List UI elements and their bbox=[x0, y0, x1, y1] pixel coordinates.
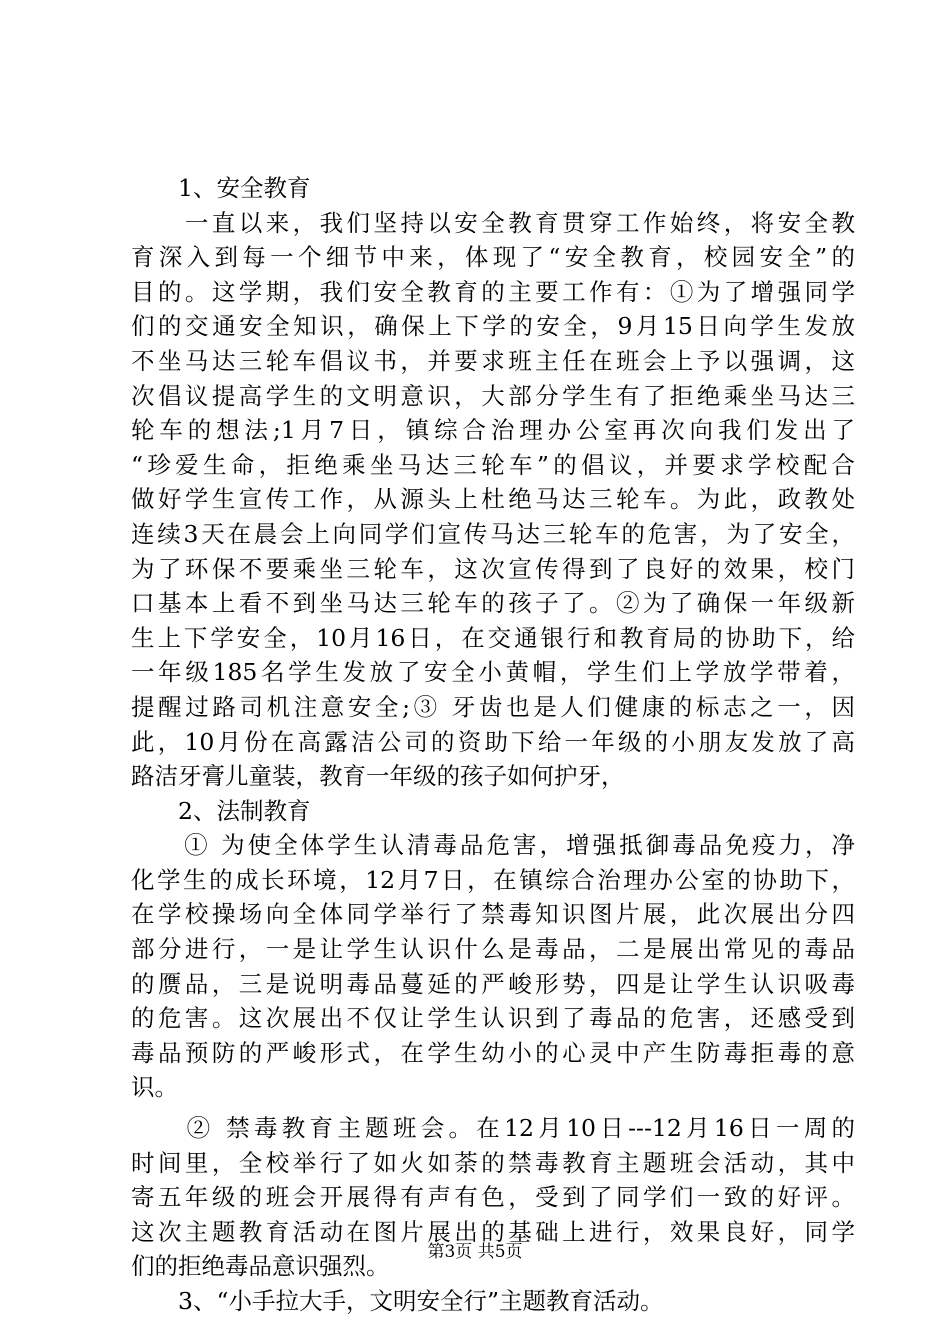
text-line: 一年级185名学生发放了安全小黄帽，学生们上学放学带着， bbox=[131, 658, 855, 687]
text-line: 的赝品，三是说明毒品蔓延的严峻形势，四是让学生认识吸毒 bbox=[131, 969, 855, 998]
text-line: 们的交通安全知识，确保上下学的安全，9月15日向学生发放 bbox=[131, 312, 855, 341]
page-footer bbox=[0, 1240, 950, 1264]
section-heading bbox=[131, 171, 855, 206]
text-line: 部分进行，一是让学生认识什么是毒品，二是展出常见的毒品 bbox=[131, 935, 855, 964]
text-line: 连续3天在晨会上向同学们宣传马达三轮车的危害，为了安全， bbox=[131, 519, 855, 548]
text-line: 寄五年级的班会开展得有声有色，受到了同学们一致的好评。 bbox=[131, 1183, 855, 1212]
text-line: 生上下学安全，10月16日，在交通银行和教育局的协助下，给 bbox=[131, 623, 855, 652]
text-line: 在学校操场向全体同学举行了禁毒知识图片展，此次展出分四 bbox=[131, 900, 855, 929]
text-line: 化学生的成长环境，12月7日，在镇综合治理办公室的协助下， bbox=[131, 865, 855, 894]
body-paragraph bbox=[131, 206, 855, 794]
text-line: 2、法制教育 bbox=[131, 796, 311, 825]
text-line: 育深入到每一个细节中来，体现了“安全教育，校园安全”的 bbox=[131, 243, 855, 272]
text-line: 的危害。这次展出不仅让学生认识到了毒品的危害，还感受到 bbox=[131, 1004, 855, 1033]
text-line: 3、“小手拉大手，文明安全行”主题教育活动。 bbox=[131, 1287, 664, 1315]
text-line: ② 禁毒教育主题班会。在12月10日---12月16日一周的 bbox=[131, 1114, 855, 1143]
text-line: 时间里，全校举行了如火如荼的禁毒教育主题班会活动，其中 bbox=[131, 1148, 855, 1177]
text-line: 这次主题教育活动在图片展出的基础上进行，效果良好，同学 bbox=[131, 1217, 855, 1246]
text-line: 1、安全教育 bbox=[131, 174, 311, 202]
text-line: 此，10月份在高露洁公司的资助下给一年级的小朋友发放了高 bbox=[131, 727, 855, 756]
text-line: 口基本上看不到坐马达三轮车的孩子了。②为了确保一年级新 bbox=[131, 589, 855, 618]
page-number: 第3页 共5页 bbox=[427, 1242, 523, 1262]
text-line: 轮车的想法;1月7日，镇综合治理办公室再次向我们发出了 bbox=[131, 416, 855, 445]
text-line: 提醒过路司机注意安全;③ 牙齿也是人们健康的标志之一，因 bbox=[131, 692, 855, 721]
text-line: ① 为使全体学生认清毒品危害，增强抵御毒品免疫力，净 bbox=[131, 831, 855, 860]
text-line: “珍爱生命，拒绝乘坐马达三轮车”的倡议，并要求学校配合 bbox=[131, 450, 855, 479]
text-line: 识。 bbox=[131, 1073, 178, 1102]
section-heading bbox=[131, 794, 855, 829]
text-line: 路洁牙膏儿童装，教育一年级的孩子如何护牙， bbox=[131, 762, 625, 791]
text-line: 一直以来，我们坚持以安全教育贯穿工作始终，将安全教 bbox=[131, 208, 855, 237]
text-line: 做好学生宣传工作，从源头上杜绝马达三轮车。为此，政教处 bbox=[131, 485, 855, 514]
text-line: 们的拒绝毒品意识强烈。 bbox=[131, 1252, 390, 1281]
text-line: 次倡议提高学生的文明意识，大部分学生有了拒绝乘坐马达三 bbox=[131, 381, 855, 410]
text-line: 毒品预防的严峻形式，在学生幼小的心灵中产生防毒拒毒的意 bbox=[131, 1038, 855, 1067]
text-line: 不坐马达三轮车倡议书，并要求班主任在班会上予以强调，这 bbox=[131, 346, 855, 375]
body-paragraph bbox=[131, 828, 855, 1105]
text-line: 目的。这学期，我们安全教育的主要工作有：①为了增强同学 bbox=[131, 277, 855, 306]
text-line: 为了环保不要乘坐三轮车，这次宣传得到了良好的效果，校门 bbox=[131, 554, 855, 583]
document-body bbox=[131, 171, 855, 1319]
section-heading bbox=[131, 1284, 855, 1319]
